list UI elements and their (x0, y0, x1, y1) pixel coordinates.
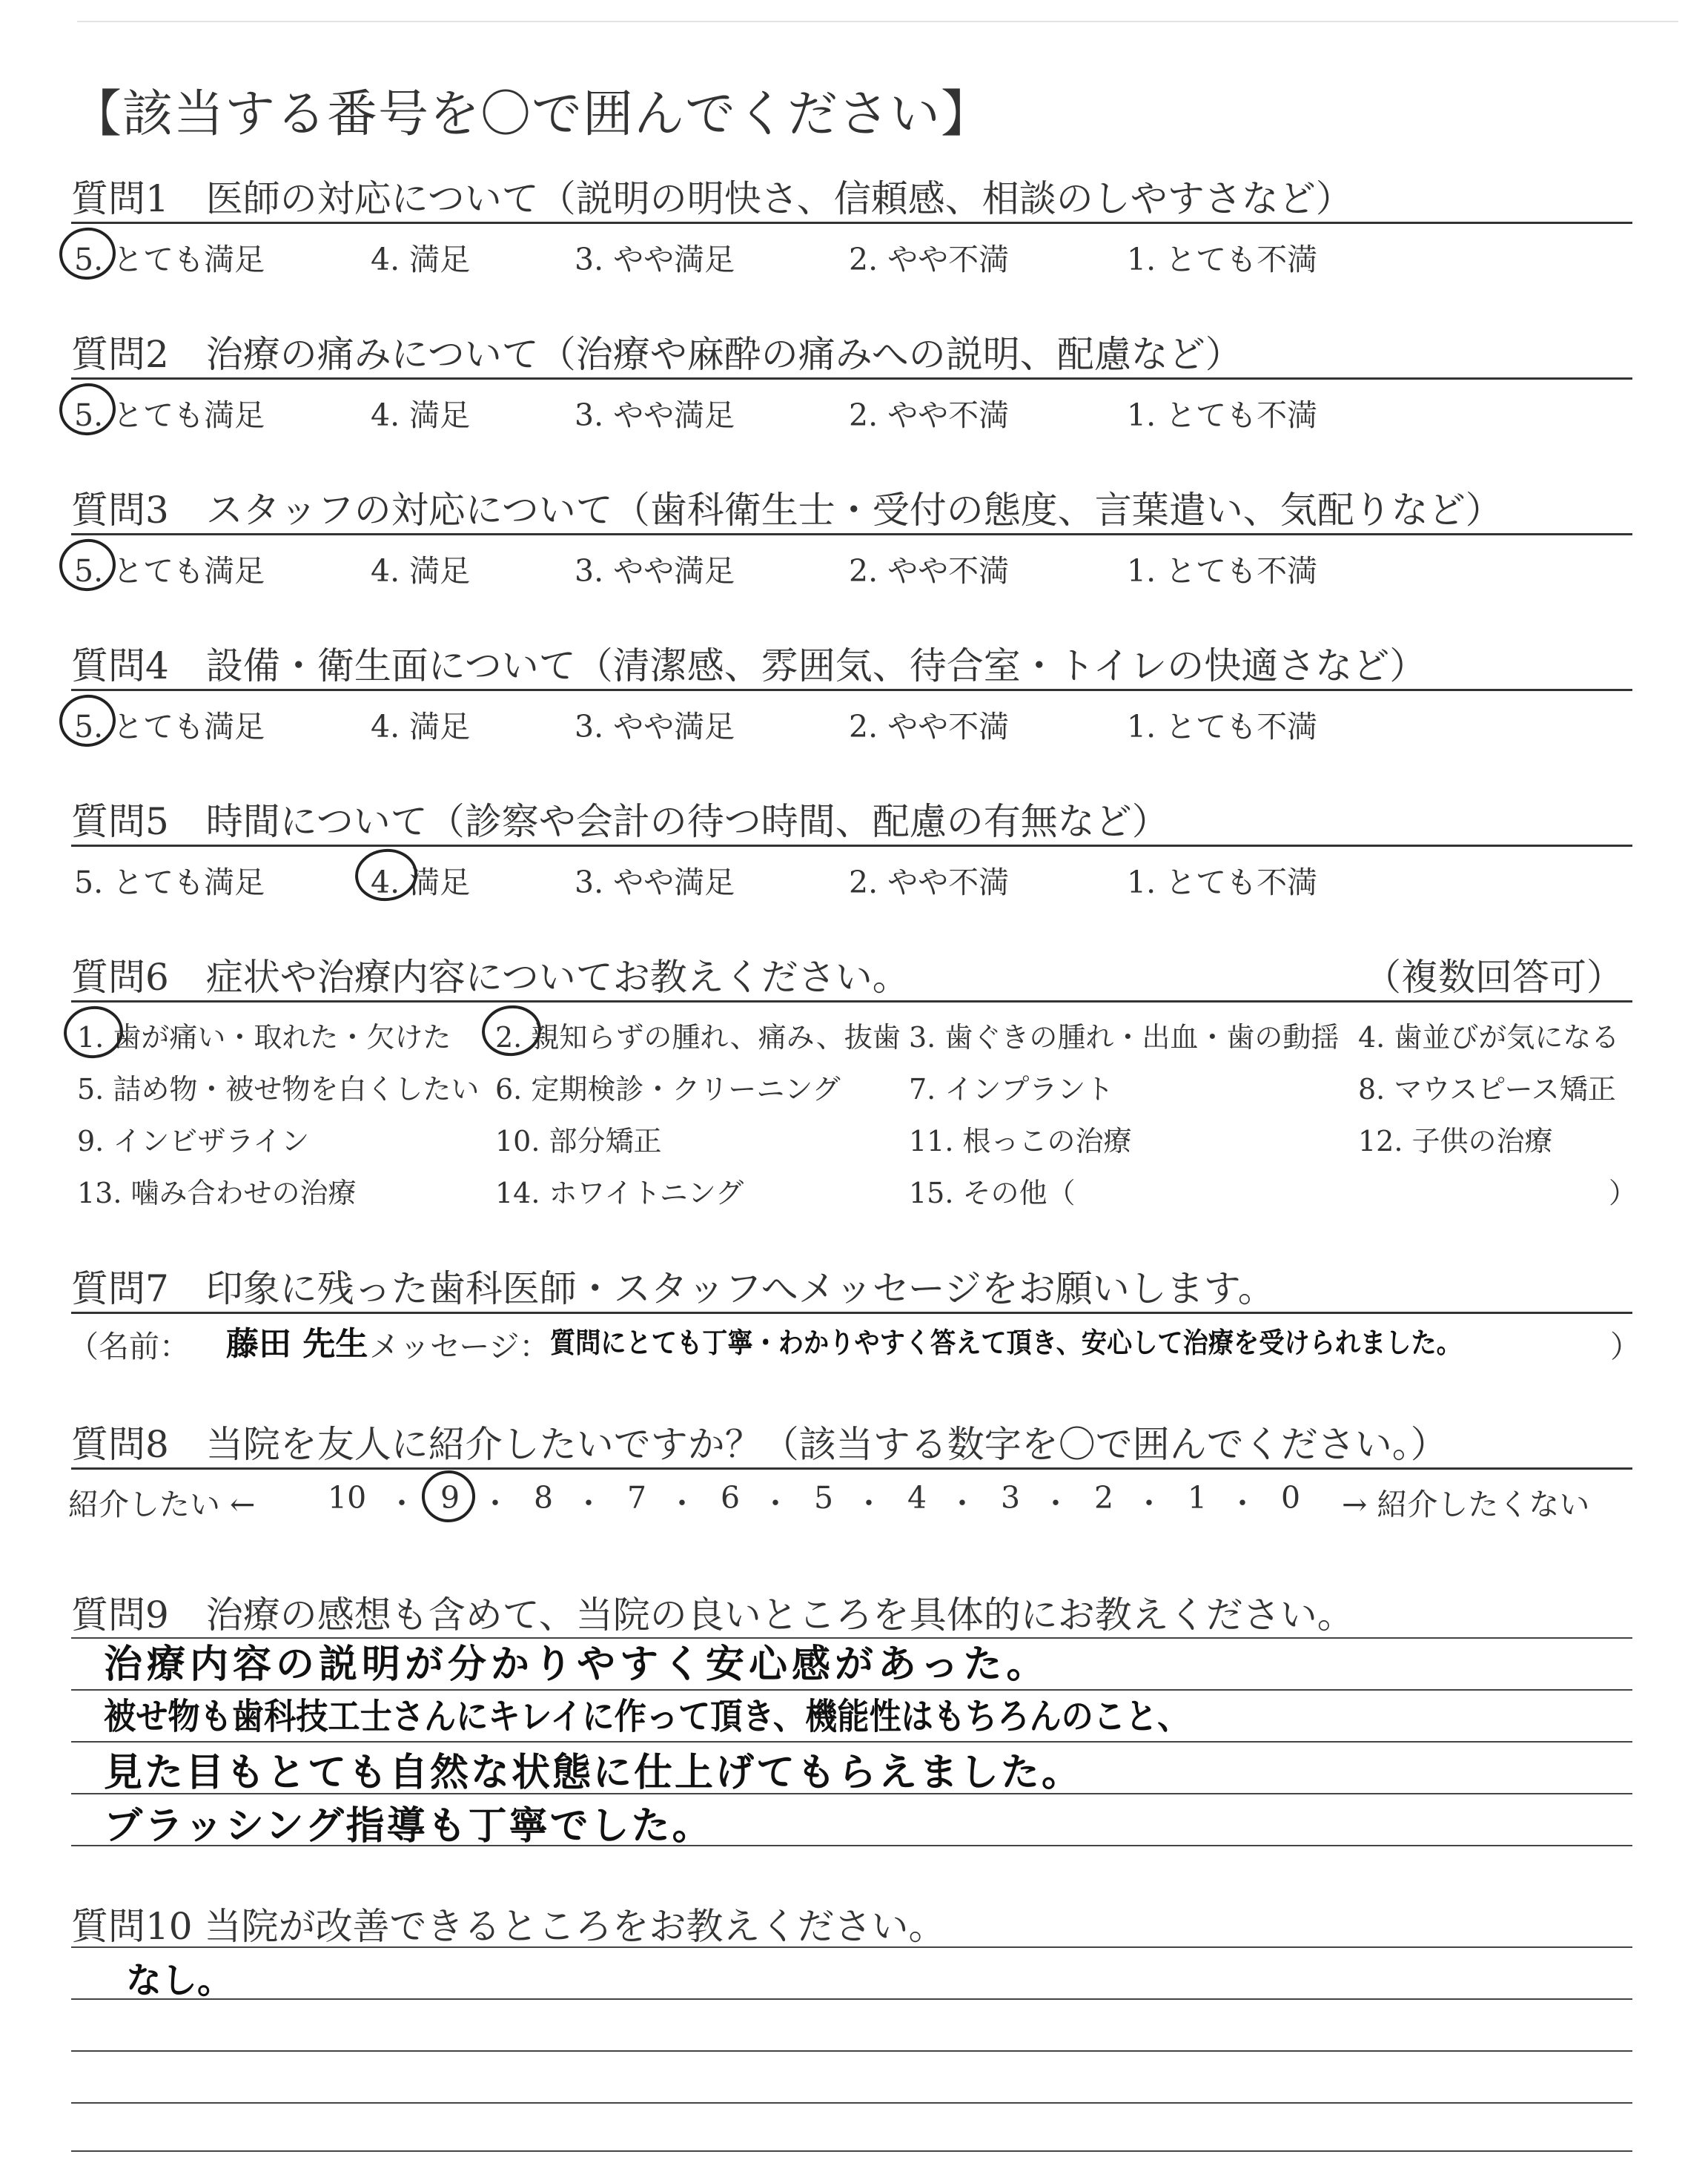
q5-option-4[interactable]: 4. 満足 (371, 865, 471, 900)
q4-option-4[interactable]: 4. 満足 (371, 709, 471, 744)
q1-option-1[interactable]: 1. とても不満 (1127, 242, 1318, 277)
q8-separator: ・ (387, 1487, 417, 1521)
question-7-heading: 質問7 印象に残った歯科医師・スタッフへメッセージをお願いします。 (71, 1267, 1275, 1310)
q7-message-label: メッセージ： (369, 1329, 550, 1364)
q8-separator: ・ (1228, 1487, 1257, 1521)
q8-separator: ・ (574, 1487, 603, 1521)
q8-scale-5[interactable]: 5 (814, 1480, 834, 1516)
q8-separator: ・ (667, 1487, 697, 1521)
q6-option-3[interactable]: 3. 歯ぐきの腫れ・出血・歯の動揺 (909, 1021, 1340, 1054)
q9-answer-line-3[interactable]: 見た目もとても自然な状態に仕上げてもらえました。 (104, 1751, 1083, 1795)
top-edge-line (77, 21, 1678, 22)
q6-option-15-close: ） (1609, 1177, 1638, 1209)
question-3-rule (71, 533, 1632, 535)
q3-option-5[interactable]: 5. とても満足 (74, 553, 265, 589)
q8-scale-7[interactable]: 7 (627, 1480, 647, 1516)
question-6-rule (71, 1000, 1632, 1003)
q8-scale-10[interactable]: 10 (328, 1480, 367, 1516)
q10-writing-line (71, 2050, 1632, 2052)
q3-option-4[interactable]: 4. 満足 (371, 553, 471, 589)
q8-left-label: 紹介したい ← (68, 1487, 256, 1522)
q8-separator: ・ (1041, 1487, 1070, 1521)
question-10-heading: 質問10 当院が改善できるところをお教えください。 (71, 1905, 946, 1948)
q1-option-2[interactable]: 2. やや不満 (849, 242, 1010, 277)
q6-option-12[interactable]: 12. 子供の治療 (1358, 1125, 1553, 1157)
q2-option-5[interactable]: 5. とても満足 (74, 397, 265, 433)
q4-option-1[interactable]: 1. とても不満 (1127, 709, 1318, 744)
q2-option-1[interactable]: 1. とても不満 (1127, 397, 1318, 433)
q9-answer-line-1[interactable]: 治療内容の説明が分かりやすく安心感があった。 (104, 1642, 1050, 1687)
q9-answer-line-4[interactable]: ブラッシング指導も丁寧でした。 (104, 1804, 713, 1849)
q4-option-3[interactable]: 3. やや満足 (575, 709, 735, 744)
question-8-heading: 質問8 当院を友人に紹介したいですか？（該当する数字を〇で囲んでください。） (71, 1423, 1448, 1466)
q8-separator: ・ (1134, 1487, 1164, 1521)
question-7-rule (71, 1312, 1632, 1314)
q6-option-2[interactable]: 2. 親知らずの腫れ、痛み、抜歯 (495, 1021, 901, 1054)
q6-option-10[interactable]: 10. 部分矯正 (495, 1125, 662, 1157)
q8-right-label: → 紹介したくない (1342, 1487, 1590, 1522)
q2-option-3[interactable]: 3. やや満足 (575, 397, 735, 433)
q1-option-5[interactable]: 5. とても満足 (74, 242, 265, 277)
q6-option-8[interactable]: 8. マウスピース矯正 (1358, 1073, 1616, 1106)
q10-writing-line (71, 2102, 1632, 2104)
question-6-note: （複数回答可） (1364, 956, 1623, 999)
q8-scale-0[interactable]: 0 (1281, 1480, 1301, 1516)
question-1-heading: 質問1 医師の対応について（説明の明快さ、信頼感、相談のしやすさなど） (71, 177, 1353, 220)
q3-option-1[interactable]: 1. とても不満 (1127, 553, 1318, 589)
question-3-heading: 質問3 スタッフの対応について（歯科衛生士・受付の態度、言葉遣い、気配りなど） (71, 489, 1503, 532)
question-9-heading: 質問9 治療の感想も含めて、当院の良いところを具体的にお教えください。 (71, 1593, 1354, 1636)
q8-scale-8[interactable]: 8 (534, 1480, 554, 1516)
q8-separator: ・ (761, 1487, 790, 1521)
q10-writing-line (71, 1998, 1632, 2000)
q8-separator: ・ (480, 1487, 510, 1521)
question-8-rule (71, 1467, 1632, 1470)
q8-scale-6[interactable]: 6 (721, 1480, 741, 1516)
q6-option-13[interactable]: 13. 噛み合わせの治療 (77, 1177, 357, 1209)
page-title: 【該当する番号を〇で囲んでください】 (71, 85, 993, 144)
q9-answer-line-2[interactable]: 被せ物も歯科技工士さんにキレイに作って頂き、機能性はもちろんのこと、 (104, 1696, 1190, 1737)
q10-answer-line-1[interactable]: なし。 (126, 1960, 234, 2001)
q6-option-7[interactable]: 7. インプラント (909, 1073, 1114, 1106)
q6-option-1[interactable]: 1. 歯が痛い・取れた・欠けた (77, 1021, 451, 1054)
q8-scale-1[interactable]: 1 (1188, 1480, 1208, 1516)
q8-scale-3[interactable]: 3 (1001, 1480, 1021, 1516)
question-5-heading: 質問5 時間について（診察や会計の待つ時間、配慮の有無など） (71, 800, 1169, 843)
q7-message-value[interactable]: 質問にとても丁寧・わかりやすく答えて頂き、安心して治療を受けられました。 (550, 1327, 1462, 1359)
q2-option-2[interactable]: 2. やや不満 (849, 397, 1010, 433)
q7-name-label: （名前： (68, 1329, 190, 1364)
q5-option-2[interactable]: 2. やや不満 (849, 865, 1010, 900)
q10-writing-line (71, 2150, 1632, 2152)
q6-option-4[interactable]: 4. 歯並びが気になる (1358, 1021, 1620, 1054)
q8-scale-9[interactable]: 9 (440, 1480, 460, 1516)
q6-option-15[interactable]: 15. その他（ (909, 1177, 1076, 1209)
q10-writing-line (71, 1946, 1632, 1948)
q5-option-3[interactable]: 3. やや満足 (575, 865, 735, 900)
q6-option-11[interactable]: 11. 根っこの治療 (909, 1125, 1132, 1157)
question-4-rule (71, 689, 1632, 691)
q6-option-5[interactable]: 5. 詰め物・被せ物を白くしたい (77, 1073, 480, 1106)
q4-option-5[interactable]: 5. とても満足 (74, 709, 265, 744)
question-1-rule (71, 222, 1632, 224)
q6-option-9[interactable]: 9. インビザライン (77, 1125, 310, 1157)
q5-option-1[interactable]: 1. とても不満 (1127, 865, 1318, 900)
q7-name-value[interactable]: 藤田 先生 (226, 1325, 368, 1363)
question-4-heading: 質問4 設備・衛生面について（清潔感、雰囲気、待合室・トイレの快適さなど） (71, 644, 1427, 687)
q8-separator: ・ (947, 1487, 977, 1521)
q8-scale-2[interactable]: 2 (1094, 1480, 1114, 1516)
question-2-heading: 質問2 治療の痛みについて（治療や麻酔の痛みへの説明、配慮など） (71, 333, 1242, 376)
q6-option-14[interactable]: 14. ホワイトニング (495, 1177, 744, 1209)
q1-option-3[interactable]: 3. やや満足 (575, 242, 735, 277)
question-6-heading: 質問6 症状や治療内容についてお教えください。 (71, 956, 910, 999)
q8-separator: ・ (854, 1487, 884, 1521)
question-5-rule (71, 845, 1632, 847)
q2-option-4[interactable]: 4. 満足 (371, 397, 471, 433)
q1-option-4[interactable]: 4. 満足 (371, 242, 471, 277)
question-2-rule (71, 377, 1632, 380)
q8-scale-4[interactable]: 4 (907, 1480, 927, 1516)
q3-option-3[interactable]: 3. やや満足 (575, 553, 735, 589)
q7-close-paren: ） (1610, 1329, 1641, 1364)
q3-option-2[interactable]: 2. やや不満 (849, 553, 1010, 589)
q6-option-6[interactable]: 6. 定期検診・クリーニング (495, 1073, 841, 1106)
q4-option-2[interactable]: 2. やや不満 (849, 709, 1010, 744)
q5-option-5[interactable]: 5. とても満足 (74, 865, 265, 900)
